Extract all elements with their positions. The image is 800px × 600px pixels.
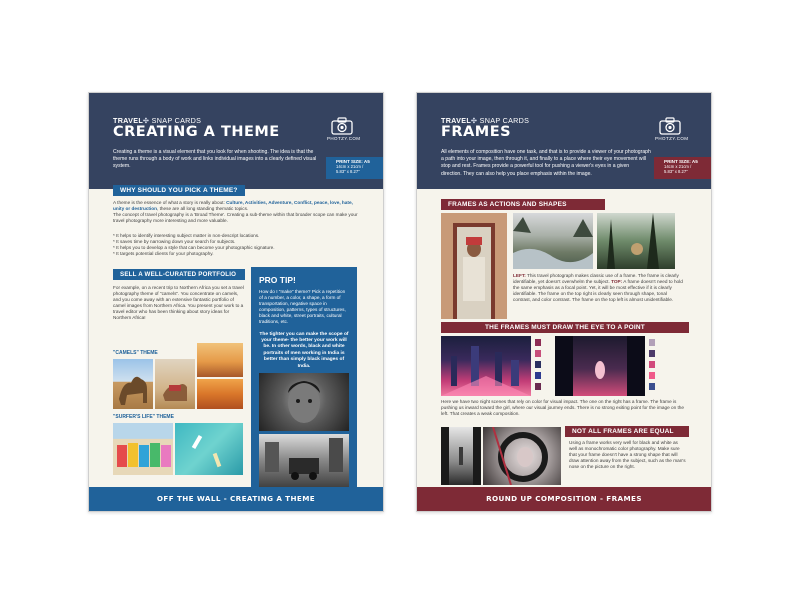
print-size-label: PRINT SIZE: A5 <box>664 159 698 164</box>
intro-text: Creating a theme is a visual element that you look for when shooting. The idea is that the theme runs through a body of work and links individual images into a clearly defined visual system. <box>113 149 317 170</box>
pro-tip-body: How do I "make" theme? Pick a repetition of a number, a color, a shape, a form of transportation, negative space in composition, patterns, types of structures, black and white, street portraits, cultural traditions, etc. <box>259 289 346 325</box>
section-heading-frames-actions: FRAMES AS ACTIONS AND SHAPES <box>441 199 605 210</box>
brand-rest: SNAP CARDS <box>149 116 202 125</box>
card-footer: ROUND UP COMPOSITION - FRAMES <box>417 487 711 511</box>
print-size-box <box>326 157 383 179</box>
section-heading-draw-eye: THE FRAMES MUST DRAW THE EYE TO A POINT <box>441 322 689 333</box>
print-size-line2: 14cm x 21cm / <box>336 164 364 169</box>
intro-text: All elements of composition have one task, and that is to provide a viewer of your photograph a path into your image, then through it, and finally to a place where their eye movement will stop and rest. Frames provide a powerful tool for pushing a viewer's eyes in a given direction. They can also help you place emphasis within the image. <box>441 149 651 177</box>
card-title: FRAMES <box>441 124 512 140</box>
color-swatch <box>535 372 541 379</box>
section-heading-why-pick: WHY SHOULD YOU PICK A THEME? <box>113 185 245 196</box>
surfer-photo-2 <box>175 423 243 475</box>
portrait-photo-bw <box>259 373 349 431</box>
brand-rest: SNAP CARDS <box>477 116 530 125</box>
color-swatch <box>649 372 655 379</box>
street-photo-bw <box>259 434 349 490</box>
section-heading-portfolio: SELL A WELL-CURATED PORTFOLIO <box>113 269 245 280</box>
camera-icon <box>331 117 353 135</box>
camel-photo-3 <box>197 343 243 377</box>
left-label: LEFT: <box>513 273 526 278</box>
print-size-line2: 14cm x 21cm / <box>664 164 692 169</box>
brand-plus-icon: ✣ <box>143 116 150 125</box>
color-swatch <box>535 361 541 368</box>
doorway-photo <box>441 213 507 319</box>
why-pick-text-a: A theme is the essence of what a story is really about: <box>113 200 227 205</box>
color-swatch <box>535 350 541 357</box>
camel-photo-1 <box>113 359 153 409</box>
why-pick-highlight: Culture, Activities, Adventure, Conflict, peace, love, hate, unity or destruction <box>113 200 353 212</box>
color-swatch <box>649 361 655 368</box>
night-city-photo <box>441 336 531 396</box>
pro-tip-title: PRO TIP! <box>259 275 296 285</box>
card-footer: OFF THE WALL - CREATING A THEME <box>89 487 383 511</box>
why-pick-bullets <box>113 233 363 257</box>
river-photo <box>513 213 593 269</box>
frames-actions-text <box>513 273 685 303</box>
why-pick-text <box>113 200 363 224</box>
top-text: A frame doesn't need to hold the same emphasis as a focal point. Yet, it will be most effective if it is clearly identifiable. The frame on the top right is clearly seen through shape, tonal contrast, and color contrast. The frame on the top left is almost unidentifiable. <box>513 279 683 303</box>
logo-text: PHOTZY.COM <box>655 136 689 141</box>
section-heading-not-equal: NOT ALL FRAMES ARE EQUAL <box>565 426 689 437</box>
print-size-line3: 5.83" x 8.27" <box>336 169 360 174</box>
bullet-item: * It targets potential clients for your photography. <box>113 251 214 257</box>
color-swatch <box>649 350 655 357</box>
bullet-item: * It saves time by narrowing down your search for subjects. <box>113 239 236 245</box>
camel-photo-4 <box>197 379 243 409</box>
top-label: TOP: <box>611 279 623 285</box>
bullet-item: * It helps to identify interesting subject matter in non-descript locations. <box>113 233 260 238</box>
photzy-logo <box>655 117 689 141</box>
bw-frame-photo-1 <box>441 427 481 485</box>
camera-icon <box>659 117 681 135</box>
bullet-item: * It helps you to develop a style that can become your photographic signature. <box>113 245 275 251</box>
camel-photo-2 <box>155 359 195 409</box>
card-creating-a-theme <box>88 92 384 512</box>
pro-tip-quote: The tighter you can make the scope of your theme- the better your work will be. In other words, black and white portraits of men working in India is better than simply black images of India. <box>259 331 349 369</box>
why-pick-text-c: The concept of travel photography is a 'Broad Theme'. Creating a sub-theme within that broader scope can make your travel photography more interesting and more valuable. <box>113 212 358 224</box>
card-frames <box>416 92 712 512</box>
logo-text: PHOTZY.COM <box>327 136 361 141</box>
print-size-label: PRINT SIZE: A5 <box>336 159 370 164</box>
not-equal-text: Using a frame works very well for black and white as well as monochromatic color photography. Make sure that your frame doesn't have a strong shape that will draw attention away from the subject, such as the man's nose on the picture on the right. <box>569 440 686 470</box>
forest-photo <box>597 213 675 269</box>
night-girl-frame-photo <box>555 336 645 396</box>
photzy-logo <box>327 117 361 141</box>
portfolio-text: For example, on a recent trip to Northern Africa you set a travel photography theme of "camels". You concentrate on camels, and you come away with an extensive fantastic portfolio of camel images from Northern Africa. You present your work to a travel editor who has been thinking about story ideas for Northern Africa! <box>113 285 244 321</box>
surfer-photo-1 <box>113 423 173 475</box>
print-size-line3: 5.83" x 8.27" <box>664 169 688 174</box>
bw-frame-photo-2 <box>483 427 561 485</box>
card-title: CREATING A THEME <box>113 124 280 140</box>
color-swatch <box>649 339 655 346</box>
color-swatch <box>535 339 541 346</box>
surfers-theme-label: "SURFER'S LIFE" THEME <box>113 414 174 420</box>
draw-eye-text: Here we have two night scenes that rely on color for visual impact. The one on the right has a frame. The frame is pushing us inward toward the girl, where our visual journey ends. There is no strong exiting point for the image on the left. That creates a weak composition. <box>441 399 685 417</box>
brand-bold: TRAVEL <box>441 116 472 125</box>
color-swatch <box>649 383 655 390</box>
camels-theme-label: "CAMELS" THEME <box>113 350 158 356</box>
brand-plus-icon: ✣ <box>471 116 478 125</box>
color-swatch <box>535 383 541 390</box>
why-pick-text-b: , these are all long standing thematic topics. <box>157 206 249 212</box>
print-size-box <box>654 157 711 179</box>
left-text: This travel photograph makes classic use of a frame. The frame is clearly identifiable, yet doesn't overwhelm the subject. <box>513 273 679 285</box>
brand-bold: TRAVEL <box>113 116 144 125</box>
